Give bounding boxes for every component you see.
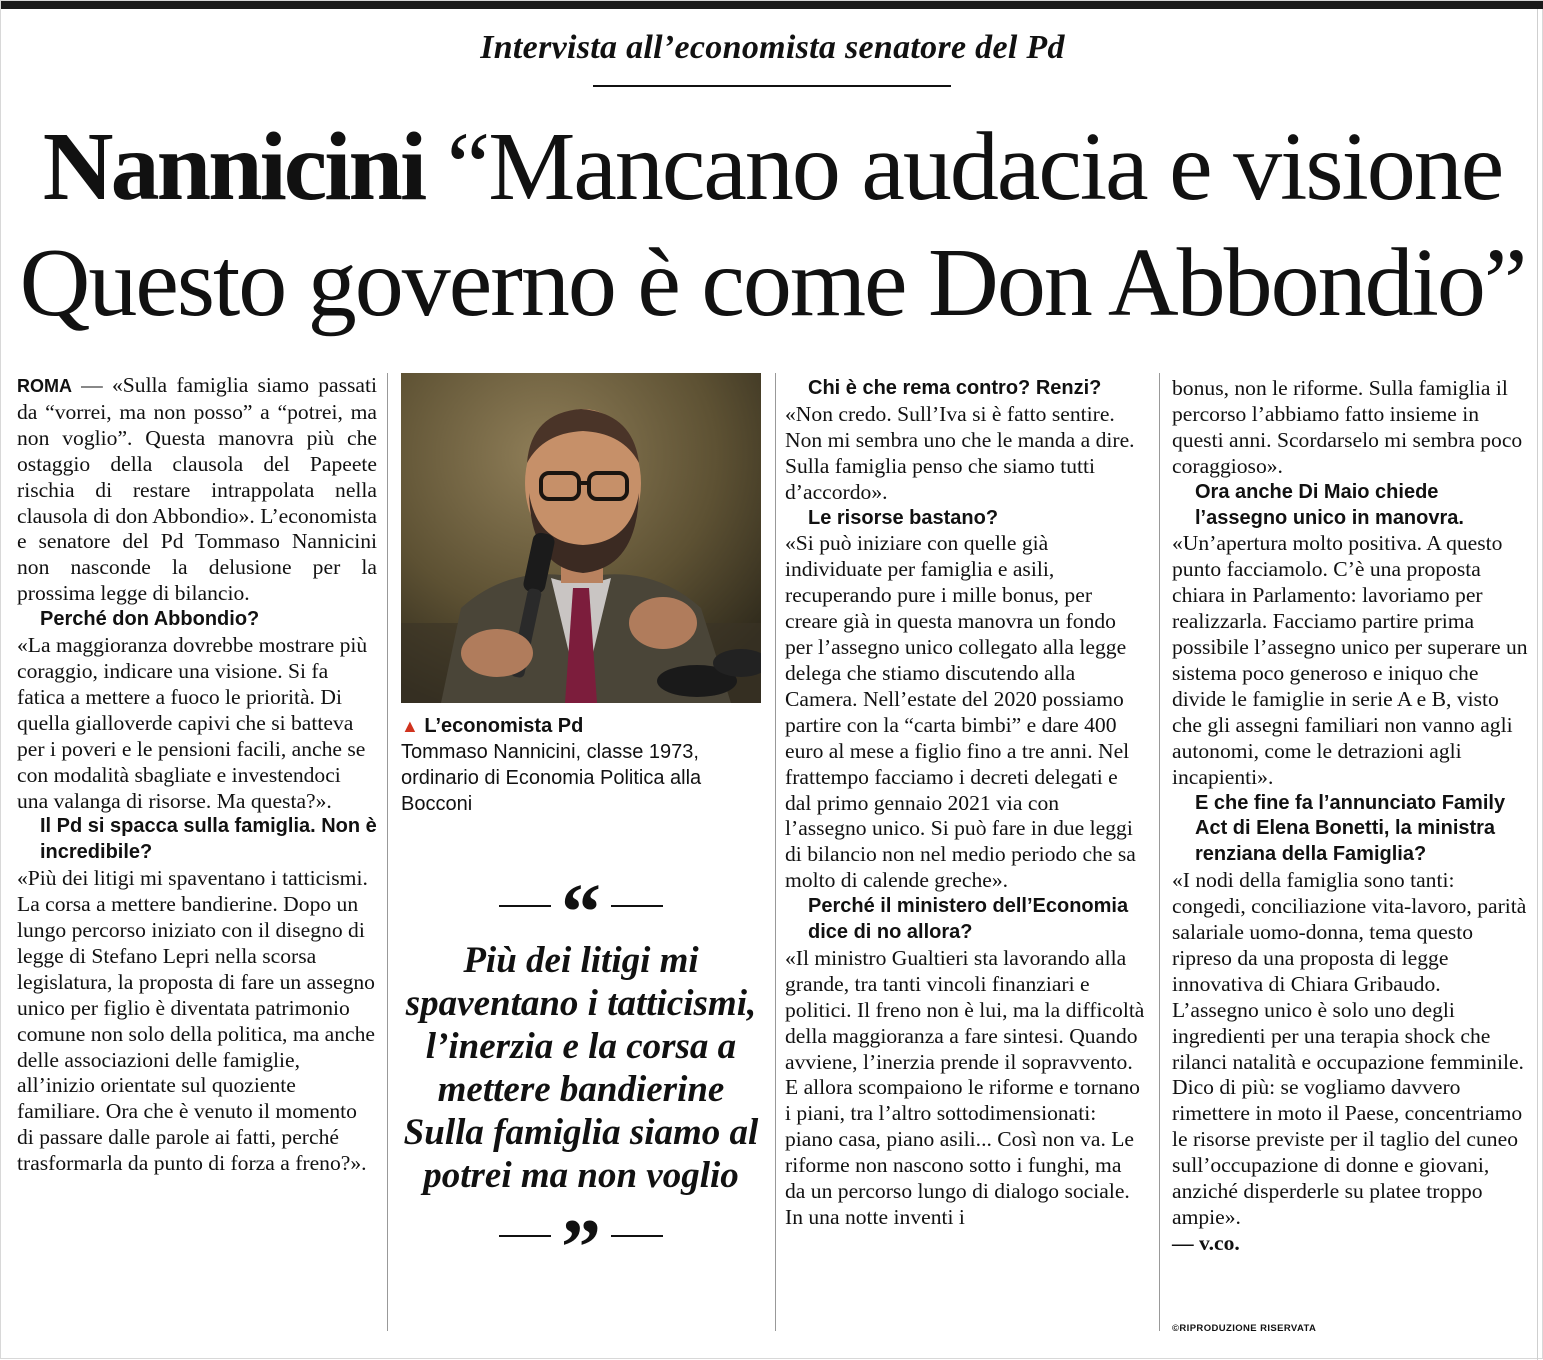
dateline: ROMA [17, 376, 72, 396]
open-quote-icon: “ [561, 874, 601, 938]
portrait-photo [401, 373, 761, 703]
headline-name: Nannicini [42, 113, 425, 221]
pull-quote [401, 874, 761, 1273]
question-6: Ora anche Di Maio chiede l’assegno unico in manovra. [1195, 480, 1464, 529]
copyright-notice: ©RIPRODUZIONE RISERVATA [1172, 1323, 1317, 1334]
lead-text: — «Sulla famiglia siamo passati da “vorrei, ma non posso” a “potrei, ma non voglio”. Questa manovra più che ostaggio della clausola del Papeete rischia di restare intrappolata nella clausola di don Abbondio». L’economista e senatore del Pd Tommaso Nannicini non nasconde la delusione per la prossima legge di bilancio. [17, 373, 377, 606]
article-column-3 [785, 376, 1145, 1231]
answer-6: «Un’apertura molto positiva. A questo punto facciamolo. C’è una proposta chiara in Parlamento: lavoriamo per realizzarla. Facciamo partire prima possibile l’assegno unico per superare un sistema poco generoso e iniquo che divide le famiglie in serie A e B, visto che gli assegni familiari non vanno agli autonomi, come le detrazioni agli incapienti». [1172, 531, 1528, 789]
pull-quote-rule-right [611, 905, 663, 907]
question-4: Le risorse bastano? [808, 506, 999, 529]
article-column-1 [17, 373, 377, 1177]
portrait-illustration [401, 373, 761, 703]
column-divider-2 [775, 373, 776, 1331]
author-signature: — v.co. [1172, 1230, 1240, 1255]
answer-5: «Il ministro Gualtieri sta lavorando alla grande, tra tanti vincoli finanziari e politici. Il freno non è lui, ma la difficoltà della maggioranza a fare sintesi. Quando avviene, l’inerzia prende il sopravvento. E allora scompaiono le riforme e tornano i piani, tra l’altro sottodimensionati: piano casa, piano asili... Così non va. Le riforme non nascono sotto i funghi, ma da un percorso lungo di dialogo sociale. In una notte inventi i [785, 945, 1145, 1229]
question-7: E che fine fa l’annunciato Family Act di Elena Bonetti, la ministra renziana della Famiglia? [1195, 791, 1506, 866]
kicker: Intervista all’economista senatore del Pd [480, 29, 1065, 66]
answer-4: «Si può iniziare con quelle già individuate per famiglia e asili, recuperando pure i mille bonus, per creare già in questa manovra un fondo per l’assegno unico collegato alla legge delega che stiamo discutendo alla Camera. Nell’estate del 2020 possiamo partire con la “carta bimbi” e dare 400 euro al mese a figlio fino a tre anni. Nel frattempo facciamo i decreti delegati e dal primo gennaio 2021 via con l’assegno unico. Si può fare in due leggi di bilancio non nel medio periodo che sa molto di calende greche». [785, 531, 1136, 893]
question-1: Perché don Abbondio? [40, 608, 260, 631]
column-divider-1 [387, 373, 388, 1331]
answer-7: «I nodi della famiglia sono tanti: congedi, conciliazione vita-lavoro, parità salariale uomo-donna, tema questo ripreso da una proposta di legge innovativa di Chiara Gribaudo. L’assegno unico è solo uno degli ingredienti per una terapia shock che rilanci natalità e occupazione femminile. Dico di più: se vogliamo davvero rimettere in moto il Paese, concentriamo le risorse previste per il taglio del cuneo sull’occupazione di donne e giovani, anziché disperderle su platee troppo ampie». [1172, 868, 1527, 1229]
question-2: Il Pd si spacca sulla famiglia. Non è incredibile? [40, 815, 377, 864]
headline-line-2: Questo governo è come Don Abbondio” [19, 229, 1526, 337]
answer-2: «Più dei litigi mi spaventano i tatticismi. La corsa a mettere bandierine. Dopo un lungo percorso iniziato con il disegno di legge di Stefano Lepri nella scorsa legislatura, la proposta di fare un assegno unico per figlio è diventata patrimonio comune non solo della politica, ma anche delle associazioni delle famiglie, all’inizio orientate sul quoziente familiare. Ora che è venuto il momento di passare dalle parole ai fatti, perché trasformarla da punto di forza a freno?». [17, 866, 375, 1176]
pull-quote-text: Più dei litigi mi spaventano i tatticismi, l’inerzia e la corsa a mettere bandierine Sulla famiglia siamo al potrei ma non voglio [403, 940, 759, 1196]
lead-paragraph [17, 373, 377, 607]
article-column-4 [1172, 376, 1532, 1257]
pull-quote-close-row [401, 1204, 761, 1273]
caption-title-row [401, 713, 761, 739]
headline [1, 109, 1543, 341]
answer-1: «La maggioranza dovrebbe mostrare più coraggio, indicare una visione. Si fa fatica a mettere a fuoco le priorità. Di quella gialloverde capivi che si batteva per i poveri e le pensioni facili, anche se con modalità sbagliate e investendoci una valanga di risorse. Ma questa?». [17, 633, 368, 813]
caption-title: L’economista Pd [424, 715, 584, 737]
caption-triangle-icon: ▲ [401, 716, 419, 736]
question-3: Chi è che rema contro? Renzi? [808, 377, 1102, 399]
caption-text: Tommaso Nannicini, classe 1973, ordinario di Economia Politica alla Bocconi [401, 741, 702, 815]
pull-quote-open-row [401, 874, 761, 938]
headline-quote-start: “Mancano audacia e visione [446, 113, 1503, 221]
pull-quote-rule-left [499, 905, 551, 907]
answer-3: «Non credo. Sull’Iva si è fatto sentire. Non mi sembra uno che le manda a dire. Sulla famiglia penso che siamo tutti d’accordo». [785, 401, 1135, 504]
top-border-rule [1, 1, 1543, 9]
pull-quote-rule-left-bottom [499, 1235, 551, 1237]
photo-caption [401, 713, 761, 817]
pull-quote-rule-right-bottom [611, 1235, 663, 1237]
answer-5-continued: bonus, non le riforme. Sulla famiglia il percorso l’abbiamo fatto insieme in questi anni. Scordarselo mi sembra poco coraggioso». [1172, 376, 1523, 478]
question-5: Perché il ministero dell’Economia dice di no allora? [808, 895, 1129, 944]
headline-line-1 [1, 109, 1543, 225]
kicker-rule [593, 85, 951, 87]
column-divider-3 [1159, 373, 1160, 1331]
close-quote-icon: ” [561, 1204, 601, 1273]
